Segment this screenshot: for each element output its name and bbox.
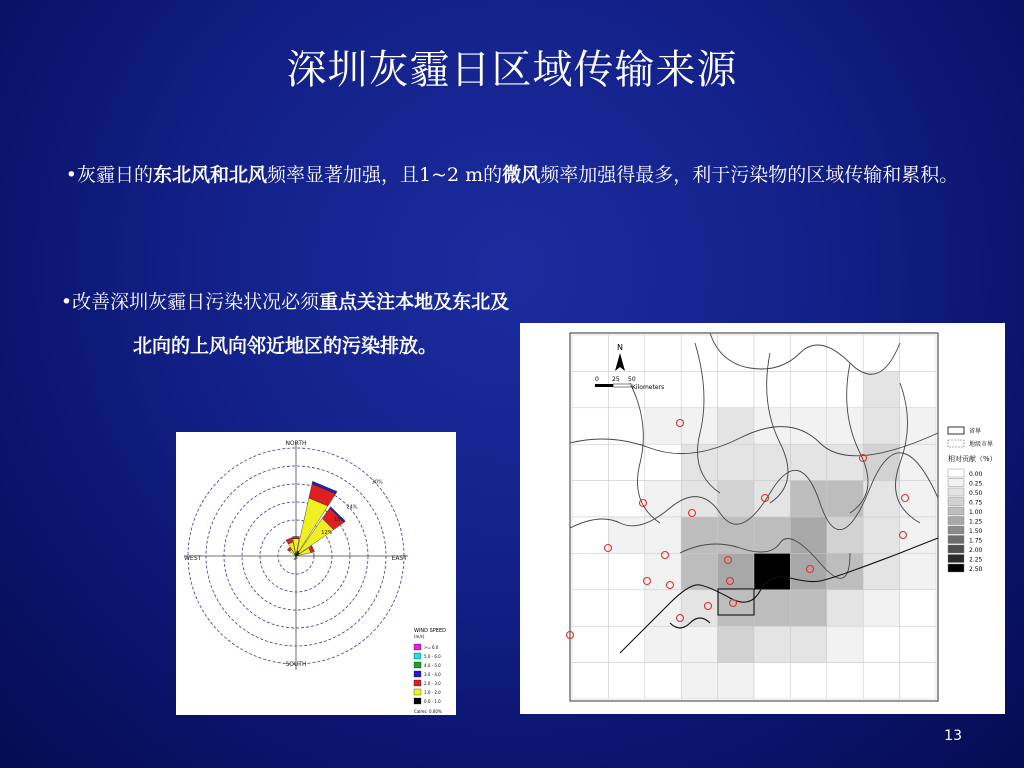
map-grid-cell bbox=[863, 553, 899, 589]
map-grid-cell bbox=[790, 626, 826, 662]
bullet-pollution-control bbox=[55, 280, 515, 368]
bullet1-mid2: 的 bbox=[483, 164, 503, 186]
map-legend-swatch bbox=[948, 488, 964, 496]
map-grid-cell bbox=[681, 408, 717, 444]
north-arrow-label: N bbox=[617, 343, 623, 352]
map-grid-cell bbox=[900, 663, 936, 699]
map-grid-cell bbox=[608, 590, 644, 626]
map-legend-label: 2.00 bbox=[969, 547, 983, 554]
rose-legend-label: 0.0 - 1.0 bbox=[424, 699, 441, 704]
map-legend-swatch bbox=[948, 517, 964, 525]
map-grid-cell bbox=[608, 444, 644, 480]
map-legend-label: 0.25 bbox=[969, 480, 983, 488]
map-grid-cell bbox=[608, 553, 644, 589]
map-grid-cell bbox=[900, 444, 936, 480]
map-grid-cell bbox=[681, 481, 717, 517]
map-grid-cell bbox=[572, 335, 608, 371]
map-grid-cell bbox=[681, 626, 717, 662]
pollution-map-figure bbox=[520, 323, 1005, 714]
map-grid-cell bbox=[863, 371, 899, 407]
wind-rose-figure bbox=[176, 432, 456, 715]
rose-petal-band bbox=[296, 557, 297, 559]
map-grid-cell bbox=[863, 590, 899, 626]
rose-legend-swatch bbox=[414, 698, 421, 704]
slide-title: 深圳灰霾日区域传输来源 bbox=[286, 47, 738, 93]
map-legend-swatch bbox=[948, 536, 964, 544]
bullet1-bold-ne-n-wind: 东北风和北风 bbox=[152, 164, 267, 186]
map-grid-cell bbox=[790, 663, 826, 699]
map-grid-cell bbox=[645, 335, 681, 371]
map-grid-cell bbox=[900, 335, 936, 371]
map-legend-swatch bbox=[948, 507, 964, 515]
map-legend-swatch bbox=[948, 545, 964, 553]
map-legend bbox=[948, 427, 997, 573]
bullet1-wind-speed: 1~2 m bbox=[419, 164, 484, 186]
scale-label-25: 25 bbox=[612, 376, 620, 383]
map-legend-label: 0.75 bbox=[969, 499, 983, 507]
map-grid-cell bbox=[790, 371, 826, 407]
page-number: 13 bbox=[944, 728, 962, 744]
map-grid-cell bbox=[790, 590, 826, 626]
rose-south-label: SOUTH bbox=[285, 661, 307, 668]
rose-legend-swatch bbox=[414, 689, 421, 695]
map-grid-cell bbox=[900, 626, 936, 662]
map-grid-cell bbox=[754, 517, 790, 553]
map-grid-cell bbox=[608, 626, 644, 662]
map-grid-cell bbox=[900, 408, 936, 444]
rose-ring-label: 30% bbox=[371, 479, 383, 486]
map-legend-swatch bbox=[948, 555, 964, 563]
rose-legend-label: 4.0 - 5.0 bbox=[424, 663, 441, 668]
bullet-wind-frequency bbox=[40, 158, 984, 192]
legend-city-boundary: 地级市界 bbox=[969, 441, 994, 448]
map-grid-cell bbox=[863, 335, 899, 371]
map-grid-cell bbox=[827, 517, 863, 553]
wind-rose-chart bbox=[176, 432, 456, 715]
rose-legend-swatch bbox=[414, 680, 421, 686]
map-grid-cell bbox=[900, 590, 936, 626]
map-grid-cell bbox=[827, 481, 863, 517]
map-grid-cell bbox=[645, 517, 681, 553]
map-legend-swatch bbox=[948, 526, 964, 534]
map-grid-cell bbox=[754, 553, 790, 589]
map-grid-cell bbox=[863, 408, 899, 444]
map-grid-cell bbox=[608, 517, 644, 553]
map-legend-label: 1.75 bbox=[969, 537, 983, 545]
scale-label-50: 50 bbox=[628, 376, 636, 383]
map-grid-cell bbox=[827, 444, 863, 480]
rose-east-label: EAST bbox=[391, 555, 407, 562]
map-grid-cell bbox=[572, 371, 608, 407]
map-grid-cell bbox=[790, 481, 826, 517]
map-legend-label: 0.50 bbox=[969, 490, 983, 497]
map-legend-label: 0.00 bbox=[969, 471, 983, 478]
map-grid-cell bbox=[754, 663, 790, 699]
rose-legend-label: 5.0 - 6.0 bbox=[424, 654, 441, 659]
map-grid-cell bbox=[790, 444, 826, 480]
map-grid-cell bbox=[572, 626, 608, 662]
rose-west-label: WEST bbox=[184, 555, 202, 562]
map-grid-cell bbox=[718, 517, 754, 553]
map-grid-cell bbox=[608, 481, 644, 517]
map-grid-cell bbox=[718, 481, 754, 517]
map-grid-cell bbox=[645, 408, 681, 444]
rose-legend-swatch bbox=[414, 644, 421, 650]
map-grid-cell bbox=[645, 626, 681, 662]
rose-legend-title: WIND SPEED bbox=[414, 628, 446, 634]
map-grid-cell bbox=[608, 335, 644, 371]
rose-legend-swatch bbox=[414, 653, 421, 659]
map-grid-cell bbox=[681, 517, 717, 553]
map-legend-label: 1.50 bbox=[969, 528, 983, 535]
map-grid-cell bbox=[827, 335, 863, 371]
map-grid-cell bbox=[645, 590, 681, 626]
map-grid-cell bbox=[572, 481, 608, 517]
rose-ring-label: 24% bbox=[346, 504, 358, 511]
map-grid-cell bbox=[572, 663, 608, 699]
map-grid-cell bbox=[718, 590, 754, 626]
map-legend-swatch bbox=[948, 498, 964, 506]
map-grid-cell bbox=[863, 481, 899, 517]
map-grid-cell bbox=[754, 444, 790, 480]
map-legend-swatch bbox=[948, 469, 964, 477]
bullet1-mid1: 频率显著加强，且 bbox=[267, 164, 420, 186]
legend-province-boundary: 省界 bbox=[969, 428, 982, 435]
map-grid-cell bbox=[718, 444, 754, 480]
rose-legend-label: >= 6.0 bbox=[424, 645, 439, 650]
map-legend-label: 2.25 bbox=[969, 556, 983, 564]
map-grid-cell bbox=[754, 626, 790, 662]
map-legend-label: 2.50 bbox=[969, 566, 983, 573]
map-grid-cell bbox=[645, 553, 681, 589]
scale-unit: Kilometers bbox=[632, 384, 665, 391]
map-grid-cell bbox=[718, 663, 754, 699]
map-legend-label: 1.25 bbox=[969, 518, 983, 526]
bullet2-prefix: •改善深圳灰霾日污染状况必须 bbox=[60, 291, 320, 313]
map-grid-cell bbox=[754, 335, 790, 371]
map-grid-cell bbox=[681, 663, 717, 699]
map-grid-cell bbox=[718, 335, 754, 371]
map-grid-cell bbox=[827, 626, 863, 662]
map-grid-cell bbox=[900, 517, 936, 553]
map-grid-cell bbox=[572, 553, 608, 589]
rose-north-label: NORTH bbox=[285, 440, 307, 447]
bullet2-bold: 重点关注本地及东北及北向的上风向邻近地区的污染排放。 bbox=[132, 291, 510, 357]
rose-petal-band bbox=[293, 537, 300, 539]
map-grid-cell bbox=[900, 553, 936, 589]
map-grid-cell bbox=[790, 408, 826, 444]
map-grid-cell bbox=[754, 590, 790, 626]
map-grid-cell bbox=[863, 626, 899, 662]
bullet1-suffix: 频率加强得最多，利于污染物的区域传输和累积。 bbox=[540, 164, 959, 186]
map-grid-cell bbox=[681, 335, 717, 371]
map-legend-swatch bbox=[948, 479, 964, 487]
map-grid-cell bbox=[645, 481, 681, 517]
map-grid-cell bbox=[718, 626, 754, 662]
rose-legend-unit: (m/s) bbox=[414, 634, 425, 639]
rose-calms-label: Calms: 0.00% bbox=[414, 709, 442, 714]
map-grid-cell bbox=[827, 408, 863, 444]
map-grid-cell bbox=[718, 371, 754, 407]
map-grid-cell bbox=[572, 517, 608, 553]
map-grid-cell bbox=[681, 553, 717, 589]
rose-legend-swatch bbox=[414, 662, 421, 668]
map-grid-cell bbox=[645, 444, 681, 480]
map-grid-cell bbox=[827, 553, 863, 589]
map-grid-cell bbox=[608, 663, 644, 699]
map-grid-cell bbox=[681, 371, 717, 407]
map-grid-cell bbox=[572, 590, 608, 626]
rose-legend-label: 3.0 - 4.0 bbox=[424, 672, 441, 677]
map-legend-swatch bbox=[948, 564, 964, 572]
rose-legend-label: 2.0 - 3.0 bbox=[424, 681, 441, 686]
map-grid-cell bbox=[827, 663, 863, 699]
map-grid-cell bbox=[827, 590, 863, 626]
legend-contribution-title: 相对贡献（%） bbox=[948, 455, 997, 463]
rose-ring-label: 12% bbox=[321, 529, 333, 536]
bullet1-bold-breeze: 微风 bbox=[502, 164, 541, 186]
map-grid-cell bbox=[863, 517, 899, 553]
map-grid-cell bbox=[790, 517, 826, 553]
contribution-map bbox=[520, 323, 1005, 714]
map-grid-cell bbox=[754, 408, 790, 444]
map-grid-cell bbox=[645, 663, 681, 699]
map-grid-cell bbox=[718, 553, 754, 589]
map-grid-cell bbox=[572, 444, 608, 480]
rose-ring-label: 18% bbox=[333, 517, 345, 524]
map-grid-cell bbox=[754, 371, 790, 407]
map-grid-cell bbox=[863, 663, 899, 699]
map-grid-cell bbox=[718, 408, 754, 444]
rose-legend-swatch bbox=[414, 671, 421, 677]
rose-petal-band bbox=[294, 557, 296, 560]
map-grid-cell bbox=[790, 335, 826, 371]
map-grid-cell bbox=[827, 371, 863, 407]
bullet1-prefix: •灰霾日的 bbox=[65, 164, 153, 186]
map-grid-cell bbox=[681, 444, 717, 480]
rose-legend-label: 1.0 - 2.0 bbox=[424, 690, 441, 695]
map-legend-label: 1.00 bbox=[969, 509, 983, 516]
map-grid-cell bbox=[681, 590, 717, 626]
map-grid-cell bbox=[608, 408, 644, 444]
scale-label-0: 0 bbox=[595, 376, 599, 383]
